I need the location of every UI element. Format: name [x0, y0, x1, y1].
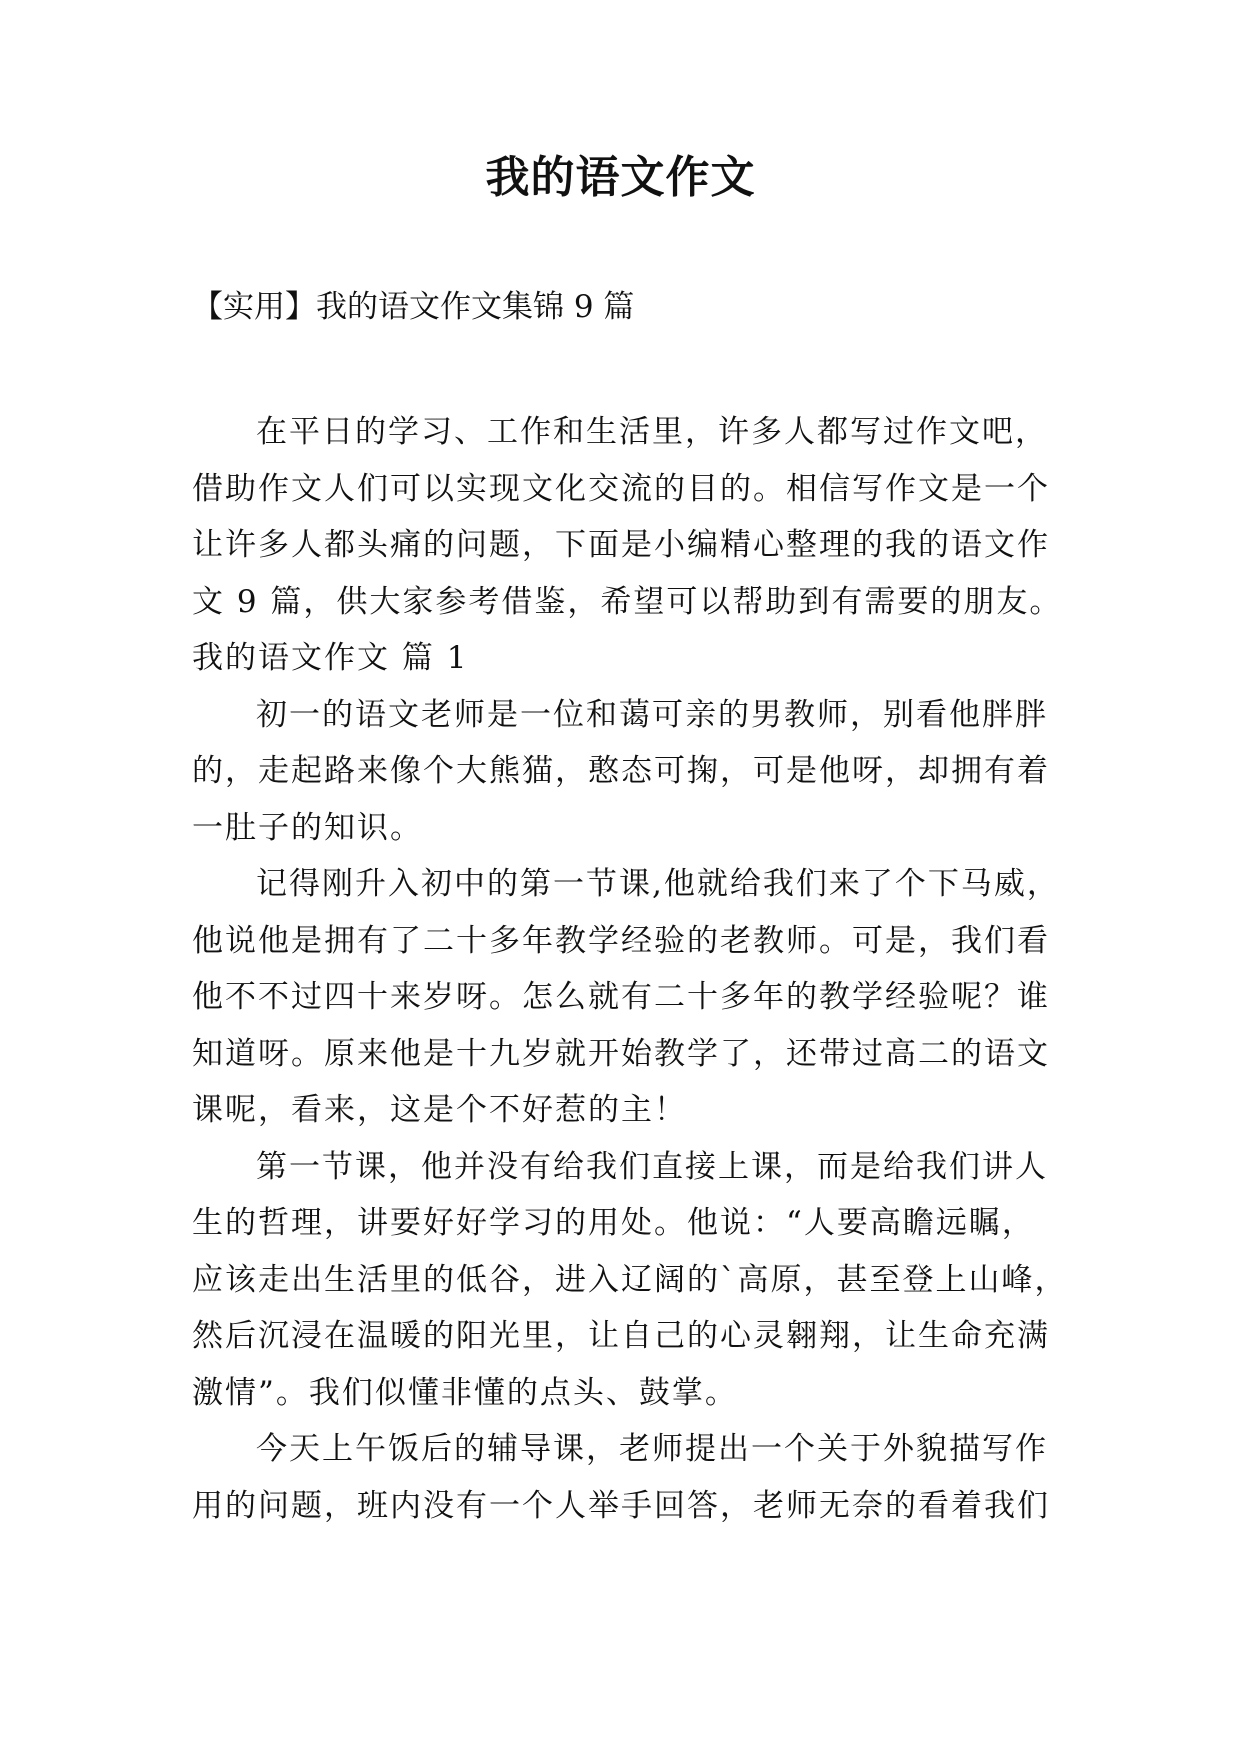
body-line: 今天上午饭后的辅导课，老师提出一个关于外貌描写作: [256, 1431, 1048, 1467]
body-line: 我的语文作文 篇 1: [192, 640, 469, 676]
body-line: 让许多人都头痛的问题，下面是小编精心整理的我的语文作: [192, 527, 1050, 563]
body-line: 第一节课，他并没有给我们直接上课，而是给我们讲人: [256, 1148, 1048, 1185]
body-line: 在平日的学习、工作和生活里，许多人都写过作文吧，: [256, 414, 1048, 450]
document-title: 我的语文作文: [485, 152, 756, 203]
body-line: 应该走出生活里的低谷，进入辽阔的`高原，甚至登上山峰，: [192, 1261, 1068, 1298]
document-subtitle: 【实用】我的语文作文集锦 9 篇: [192, 289, 635, 325]
body-line: 用的问题，班内没有一个人举手回答，老师无奈的看着我们: [192, 1487, 1050, 1524]
body-line: 他不不过四十来岁呀。怎么就有二十多年的教学经验呢？谁: [192, 979, 1050, 1015]
body-line: 知道呀。原来他是十九岁就开始教学了，还带过高二的语文: [192, 1035, 1050, 1072]
body-line: 记得刚升入初中的第一节课,他就给我们来了个下马威，: [256, 866, 1060, 902]
body-line: 的，走起路来像个大熊猫，憨态可掬，可是他呀，却拥有着: [192, 753, 1050, 789]
body-line: 借助作文人们可以实现文化交流的目的。相信写作文是一个: [192, 470, 1050, 507]
body-line: 然后沉浸在温暖的阳光里，让自己的心灵翱翔，让生命充满: [192, 1318, 1050, 1354]
document-body: [192, 404, 1072, 1534]
body-line: 激情”。我们似懂非懂的点头、鼓掌。: [192, 1374, 738, 1411]
body-line: 他说他是拥有了二十多年教学经验的老教师。可是，我们看: [192, 922, 1050, 959]
body-line: 初一的语文老师是一位和蔼可亲的男教师，别看他胖胖: [256, 696, 1048, 733]
body-line: 课呢，看来，这是个不好惹的主！: [192, 1092, 687, 1128]
body-line: 文 9 篇，供大家参考借鉴，希望可以帮助到有需要的朋友。: [192, 583, 1063, 620]
body-line: 一肚子的知识。: [192, 809, 423, 846]
body-line: 生的哲理，讲要好好学习的用处。他说：“人要高瞻远瞩，: [192, 1205, 1035, 1241]
